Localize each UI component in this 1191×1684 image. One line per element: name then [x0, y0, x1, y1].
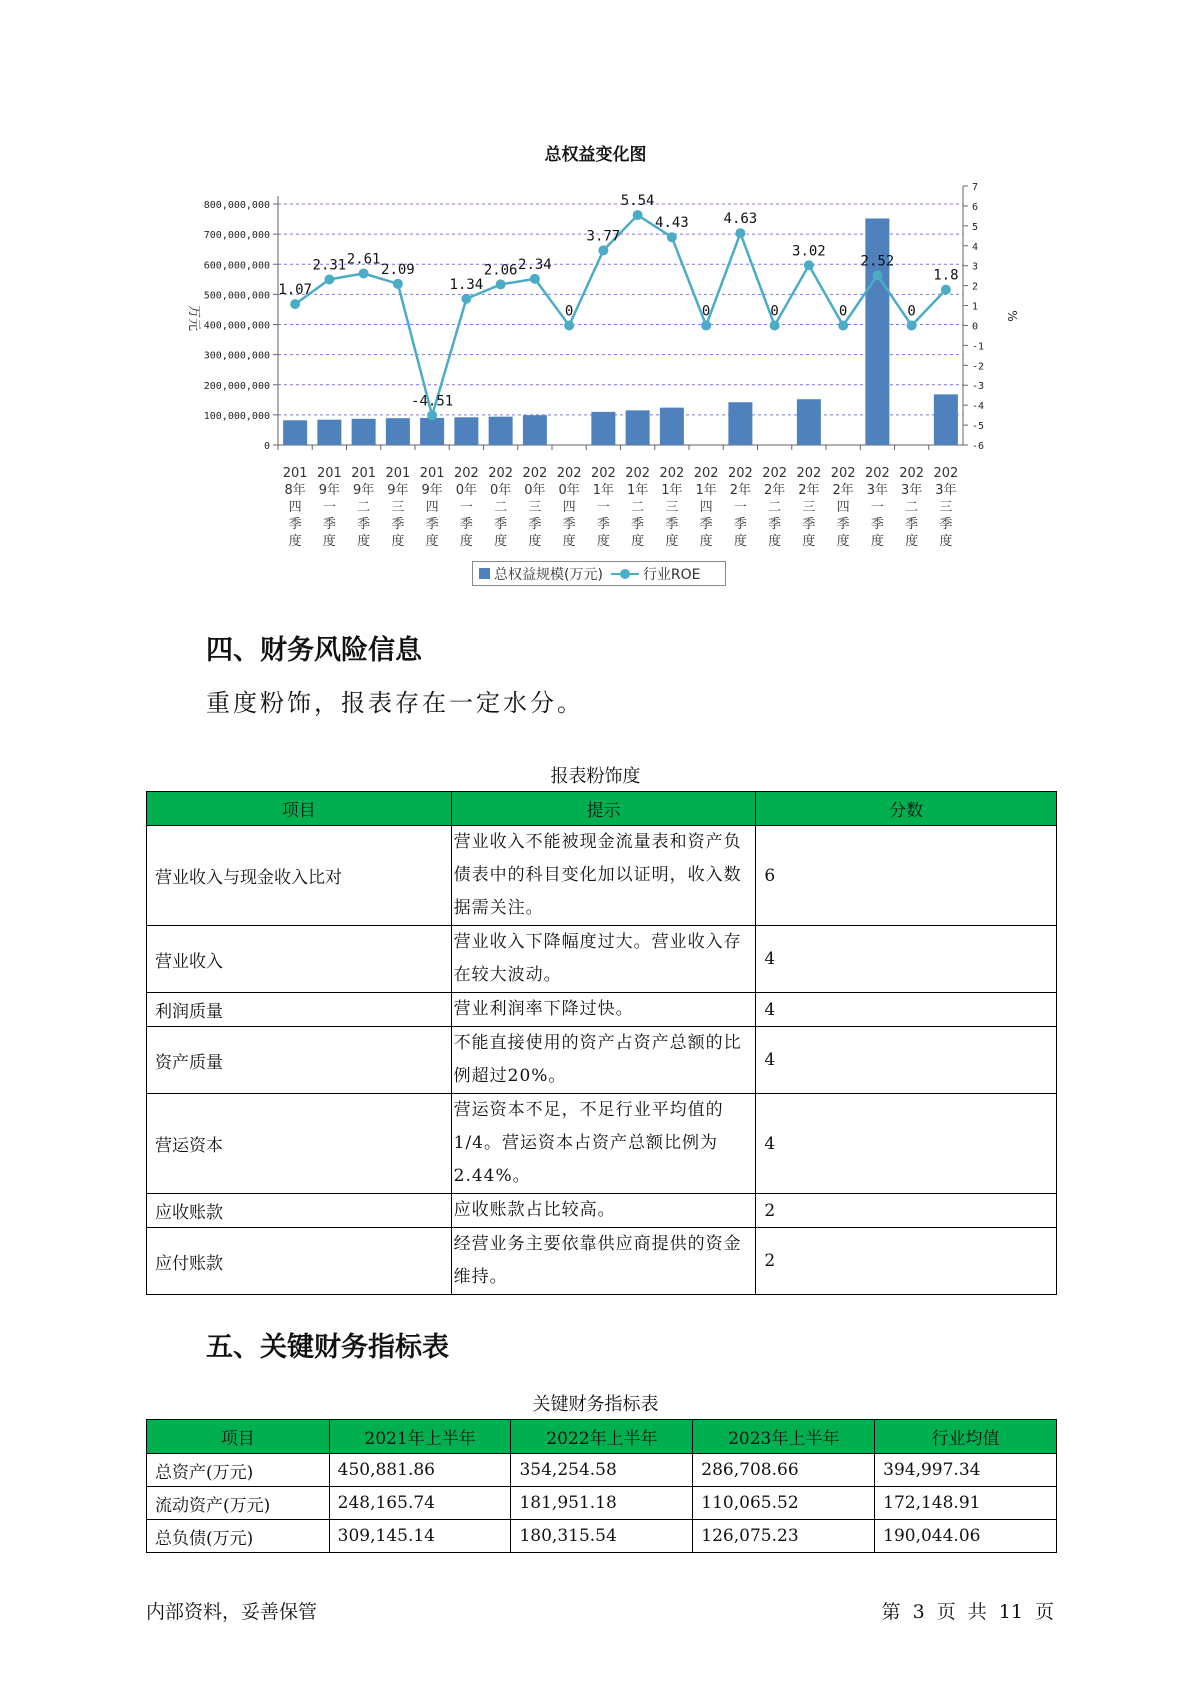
x-tick-label: 度 — [836, 534, 850, 549]
x-tick-label: 度 — [562, 534, 576, 549]
roe-data-label: 2.52 — [860, 253, 895, 270]
x-tick-label: 度 — [905, 534, 919, 549]
x-tick-label: 2年 — [763, 483, 786, 498]
x-tick-label: 度 — [357, 534, 371, 549]
indicator-value: 450,881.86 — [329, 1454, 511, 1487]
risk-table — [146, 791, 1057, 1295]
y2-tick-label: 5 — [972, 221, 979, 233]
table-row — [147, 826, 1057, 926]
x-tick-label: 9年 — [352, 483, 375, 498]
bar — [489, 417, 513, 445]
x-tick-label: 3年 — [935, 483, 957, 498]
roe-data-label: 0 — [907, 303, 916, 320]
x-tick-label: 四 — [836, 500, 850, 515]
x-tick-label: 季 — [802, 517, 816, 532]
roe-point — [941, 285, 951, 295]
x-tick-label: 202 — [659, 466, 685, 481]
x-tick-label: 9年 — [387, 483, 409, 498]
indicator-name: 总负债(万元) — [147, 1520, 330, 1553]
bar — [591, 412, 615, 445]
roe-data-label: 1.8 — [933, 267, 959, 284]
legend-label-equity: 总权益规模(万元) — [494, 566, 603, 583]
table-row — [147, 1228, 1057, 1295]
x-tick-label: 季 — [836, 517, 850, 532]
x-tick-label: 1年 — [695, 483, 717, 498]
header-industry-avg: 行业均值 — [875, 1420, 1057, 1454]
y2-tick-label: -5 — [972, 421, 985, 433]
y-tick-label: 800,000,000 — [203, 200, 270, 211]
risk-score: 4 — [756, 993, 1057, 1027]
indicator-value: 248,165.74 — [329, 1487, 511, 1520]
table-row — [147, 1094, 1057, 1194]
roe-data-label: 4.43 — [655, 215, 689, 232]
y2-tick-label: 3 — [972, 261, 979, 273]
roe-data-label: 0 — [564, 303, 574, 320]
x-tick-label: 二 — [357, 500, 371, 515]
x-tick-label: 三 — [528, 500, 542, 515]
x-tick-label: 季 — [357, 517, 371, 532]
roe-point — [667, 232, 677, 242]
x-tick-label: 四 — [699, 500, 713, 515]
bar — [317, 420, 341, 445]
x-tick-label: 一 — [870, 500, 884, 515]
y-tick-label: 700,000,000 — [203, 230, 270, 242]
footer-confidential: 内部资料，妥善保管 — [146, 1601, 318, 1623]
roe-data-label: 2.31 — [312, 257, 347, 274]
roe-point — [393, 279, 403, 289]
risk-item: 应付账款 — [147, 1228, 452, 1295]
roe-data-label: 2.06 — [483, 262, 518, 279]
roe-data-label: 0 — [770, 303, 779, 320]
roe-point — [461, 294, 471, 304]
legend-line-swatch — [611, 569, 639, 579]
x-tick-label: 二 — [905, 500, 919, 515]
roe-point — [735, 228, 745, 238]
x-tick-label: 季 — [288, 517, 302, 532]
x-tick-label: 季 — [768, 517, 782, 532]
x-tick-label: 201 — [385, 466, 411, 481]
indicator-value: 181,951.18 — [511, 1487, 693, 1520]
x-tick-label: 度 — [768, 534, 782, 549]
footer-page-number: 第 3 页 共 11 页 — [881, 1601, 1054, 1623]
y2-tick-label: 1 — [972, 301, 979, 313]
chart-title: 总权益变化图 — [544, 145, 647, 165]
roe-data-label: 2.61 — [346, 251, 381, 268]
roe-data-label: 1.07 — [278, 282, 312, 299]
y2-tick-label: 4 — [972, 241, 979, 253]
x-tick-label: 季 — [905, 517, 919, 532]
risk-hint: 不能直接使用的资产占资产总额的比例超过20%。 — [451, 1027, 756, 1094]
x-tick-label: 1年 — [592, 483, 615, 498]
indicator-value: 172,148.91 — [875, 1487, 1057, 1520]
risk-item: 资产质量 — [147, 1027, 452, 1094]
indicator-value: 309,145.14 — [329, 1520, 511, 1553]
roe-point — [496, 279, 506, 289]
risk-hint: 营业收入下降幅度过大。营业收入存在较大波动。 — [451, 926, 756, 993]
x-tick-label: 季 — [391, 517, 405, 532]
x-tick-label: 8年 — [284, 483, 306, 498]
y2-tick-label: -2 — [972, 361, 985, 373]
risk-item: 利润质量 — [147, 993, 452, 1027]
bar — [420, 418, 444, 445]
x-tick-label: 度 — [494, 534, 508, 549]
roe-point — [359, 268, 369, 278]
indicator-table — [146, 1419, 1057, 1553]
x-tick-label: 三 — [939, 500, 953, 515]
indicator-value: 110,065.52 — [693, 1487, 875, 1520]
chart-legend — [472, 561, 726, 586]
x-tick-label: 二 — [631, 500, 645, 515]
y2-tick-label: -6 — [972, 441, 985, 452]
x-tick-label: 0年 — [489, 483, 512, 498]
table-row — [147, 1194, 1057, 1228]
header-2022: 2022年上半年 — [511, 1420, 693, 1454]
x-tick-label: 202 — [522, 466, 548, 481]
roe-point — [838, 320, 848, 330]
y-axis-title: 万元 — [186, 304, 201, 332]
x-tick-label: 季 — [699, 517, 713, 532]
equity-roe-chart — [0, 0, 1191, 560]
x-tick-label: 三 — [391, 500, 405, 515]
x-tick-label: 二 — [768, 500, 782, 515]
risk-score: 2 — [756, 1228, 1057, 1295]
x-tick-label: 季 — [631, 517, 645, 532]
x-tick-label: 202 — [693, 466, 719, 481]
risk-item: 营运资本 — [147, 1094, 452, 1194]
y2-tick-label: -4 — [972, 401, 985, 413]
bar — [626, 410, 650, 445]
x-tick-label: 四 — [288, 500, 302, 515]
table-row — [147, 993, 1057, 1027]
header-item: 项目 — [147, 1420, 330, 1454]
risk-item: 营业收入 — [147, 926, 452, 993]
x-tick-label: 季 — [562, 517, 576, 532]
roe-data-label: 3.77 — [586, 228, 621, 245]
y2-axis-title: % — [1005, 310, 1019, 322]
roe-data-label: 2.34 — [518, 256, 552, 273]
risk-score: 4 — [756, 926, 1057, 993]
y2-tick-label: 0 — [972, 321, 979, 333]
x-tick-label: 1年 — [661, 483, 683, 498]
header-2021: 2021年上半年 — [329, 1420, 511, 1454]
roe-point — [427, 410, 437, 420]
bar — [728, 402, 752, 445]
roe-point — [598, 245, 608, 255]
x-tick-label: 202 — [453, 466, 479, 481]
indicator-value: 286,708.66 — [693, 1454, 875, 1487]
roe-point — [290, 299, 300, 309]
roe-data-label: 1.34 — [449, 276, 484, 293]
table-row — [147, 1487, 1057, 1520]
bar — [454, 417, 478, 445]
x-tick-label: 0年 — [455, 483, 478, 498]
indicator-value: 394,997.34 — [875, 1454, 1057, 1487]
x-tick-label: 201 — [282, 466, 308, 481]
risk-table-header — [147, 792, 1057, 826]
x-tick-label: 0年 — [524, 483, 546, 498]
bar — [660, 408, 684, 445]
x-tick-label: 202 — [488, 466, 514, 481]
x-tick-label: 季 — [528, 517, 542, 532]
x-tick-label: 度 — [391, 534, 405, 549]
x-tick-label: 一 — [459, 500, 473, 515]
indicator-table-caption: 关键财务指标表 — [532, 1394, 659, 1415]
header-item: 项目 — [147, 792, 452, 826]
x-tick-label: 度 — [733, 534, 747, 549]
header-score: 分数 — [756, 792, 1057, 826]
header-2023: 2023年上半年 — [693, 1420, 875, 1454]
x-tick-label: 度 — [631, 534, 645, 549]
roe-data-label: 3.02 — [792, 243, 826, 260]
x-tick-label: 季 — [733, 517, 747, 532]
x-tick-label: 1年 — [626, 483, 649, 498]
x-tick-label: 度 — [596, 534, 610, 549]
x-tick-label: 度 — [322, 534, 336, 549]
risk-summary: 重度粉饰，报表存在一定水分。 — [206, 689, 584, 717]
risk-hint: 经营业务主要依靠供应商提供的资金维持。 — [451, 1228, 756, 1295]
risk-item: 营业收入与现金收入比对 — [147, 826, 452, 926]
y2-tick-label: -3 — [972, 381, 985, 393]
bar — [283, 420, 307, 445]
x-tick-label: 三 — [802, 500, 816, 515]
indicator-value: 180,315.54 — [511, 1520, 693, 1553]
x-tick-label: 季 — [322, 517, 336, 532]
section4-heading: 四、财务风险信息 — [206, 635, 422, 666]
table-row — [147, 1027, 1057, 1094]
bar — [352, 419, 376, 445]
x-tick-label: 2年 — [798, 483, 820, 498]
x-tick-label: 202 — [727, 466, 753, 481]
table-row — [147, 1520, 1057, 1553]
risk-hint: 营运资本不足，不足行业平均值的1/4。营运资本占资产总额比例为2.44%。 — [451, 1094, 756, 1194]
x-tick-label: 季 — [939, 517, 953, 532]
x-tick-label: 202 — [762, 466, 788, 481]
x-tick-label: 0年 — [558, 483, 580, 498]
risk-hint: 营业收入不能被现金流量表和资产负债表中的科目变化加以证明，收入数据需关注。 — [451, 826, 756, 926]
x-tick-label: 度 — [870, 534, 884, 549]
x-tick-label: 度 — [665, 534, 679, 549]
risk-score: 4 — [756, 1027, 1057, 1094]
roe-point — [324, 274, 334, 284]
table-row — [147, 1454, 1057, 1487]
x-tick-label: 202 — [796, 466, 822, 481]
x-tick-label: 202 — [830, 466, 856, 481]
roe-point — [701, 320, 711, 330]
risk-hint: 应收账款占比较高。 — [451, 1194, 756, 1228]
x-tick-label: 201 — [419, 466, 445, 481]
indicator-value: 126,075.23 — [693, 1520, 875, 1553]
y-tick-label: 600,000,000 — [203, 260, 270, 272]
x-tick-label: 202 — [864, 466, 890, 481]
indicator-value: 354,254.58 — [511, 1454, 693, 1487]
roe-point — [530, 274, 540, 284]
x-tick-label: 季 — [665, 517, 679, 532]
x-tick-label: 二 — [494, 500, 508, 515]
roe-line — [295, 215, 946, 415]
bar — [523, 415, 547, 445]
bar — [386, 418, 410, 445]
y-tick-label: 300,000,000 — [203, 350, 270, 362]
x-tick-label: 3年 — [866, 483, 889, 498]
x-tick-label: 201 — [351, 466, 377, 481]
roe-data-label: 0 — [838, 303, 848, 320]
roe-point — [770, 320, 780, 330]
x-tick-label: 四 — [425, 500, 439, 515]
y-tick-label: 500,000,000 — [203, 290, 270, 302]
x-tick-label: 9年 — [421, 483, 443, 498]
x-tick-label: 一 — [733, 500, 747, 515]
x-tick-label: 度 — [802, 534, 816, 549]
x-tick-label: 度 — [288, 534, 302, 549]
y2-tick-label: 6 — [972, 201, 979, 213]
x-tick-label: 度 — [939, 534, 953, 549]
bar — [934, 394, 958, 445]
y-tick-label: 0 — [263, 441, 270, 452]
indicator-name: 流动资产(万元) — [147, 1487, 330, 1520]
header-hint: 提示 — [451, 792, 756, 826]
roe-data-label: 2.09 — [381, 261, 415, 278]
roe-data-label: 5.54 — [620, 193, 655, 210]
risk-table-caption: 报表粉饰度 — [550, 766, 641, 787]
roe-data-label: -4.51 — [411, 393, 454, 410]
x-tick-label: 度 — [459, 534, 473, 549]
section5-heading: 五、关键财务指标表 — [206, 1332, 449, 1363]
y-tick-label: 200,000,000 — [203, 380, 270, 392]
x-tick-label: 度 — [699, 534, 713, 549]
table-row — [147, 926, 1057, 993]
roe-point — [564, 320, 574, 330]
x-tick-label: 202 — [556, 466, 582, 481]
x-tick-label: 2年 — [832, 483, 854, 498]
x-tick-label: 季 — [459, 517, 473, 532]
x-tick-label: 一 — [322, 500, 336, 515]
risk-score: 6 — [756, 826, 1057, 926]
x-tick-label: 202 — [625, 466, 651, 481]
y2-tick-label: -1 — [972, 341, 985, 353]
x-tick-label: 季 — [494, 517, 508, 532]
bar — [797, 399, 821, 445]
y2-tick-label: 7 — [972, 182, 979, 193]
x-tick-label: 季 — [870, 517, 884, 532]
risk-score: 2 — [756, 1194, 1057, 1228]
x-tick-label: 9年 — [318, 483, 341, 498]
x-tick-label: 3年 — [900, 483, 923, 498]
x-tick-label: 季 — [425, 517, 439, 532]
roe-data-label: 0 — [701, 303, 711, 320]
roe-point — [804, 260, 814, 270]
risk-hint: 营业利润率下降过快。 — [451, 993, 756, 1027]
legend-bar-swatch — [479, 568, 490, 579]
y2-tick-label: 2 — [972, 281, 979, 293]
y-tick-label: 100,000,000 — [203, 410, 270, 422]
y-tick-label: 400,000,000 — [203, 320, 270, 332]
indicator-name: 总资产(万元) — [147, 1454, 330, 1487]
x-tick-label: 度 — [425, 534, 439, 549]
x-tick-label: 202 — [590, 466, 616, 481]
roe-point — [872, 270, 882, 280]
legend-label-roe: 行业ROE — [642, 566, 701, 583]
roe-point — [633, 210, 643, 220]
x-tick-label: 2年 — [729, 483, 752, 498]
x-tick-label: 202 — [933, 466, 959, 481]
roe-data-label: 4.63 — [723, 211, 758, 228]
roe-point — [907, 320, 917, 330]
indicator-table-header — [147, 1420, 1057, 1454]
x-tick-label: 202 — [899, 466, 925, 481]
x-tick-label: 四 — [562, 500, 576, 515]
x-tick-label: 度 — [528, 534, 542, 549]
risk-item: 应收账款 — [147, 1194, 452, 1228]
x-tick-label: 201 — [316, 466, 342, 481]
x-tick-label: 季 — [596, 517, 610, 532]
indicator-value: 190,044.06 — [875, 1520, 1057, 1553]
x-tick-label: 一 — [596, 500, 610, 515]
risk-score: 4 — [756, 1094, 1057, 1194]
x-tick-label: 三 — [665, 500, 679, 515]
